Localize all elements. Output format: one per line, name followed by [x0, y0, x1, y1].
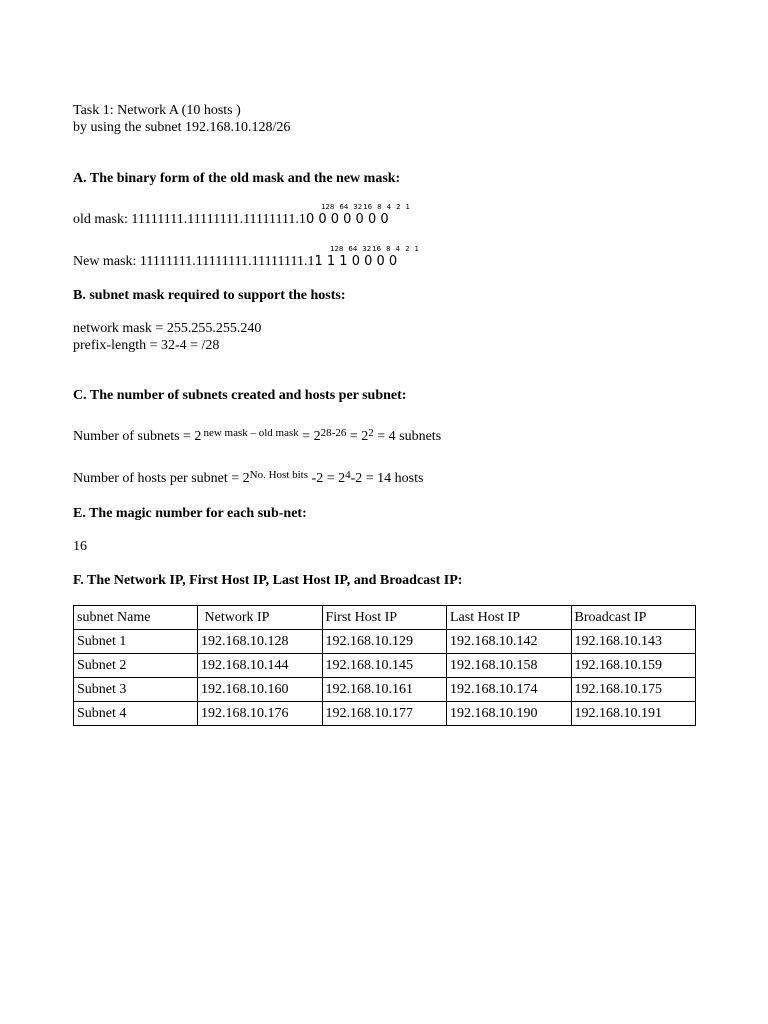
ip-table — [73, 605, 696, 726]
table-cell: 192.168.10.174 — [447, 678, 572, 702]
new-mask-label: New mask: — [73, 254, 137, 269]
subnets-exponent: new mask – old mask — [203, 427, 299, 439]
section-a-heading: A. The binary form of the old mask and the new mask: — [73, 171, 401, 186]
table-cell: 192.168.10.177 — [322, 702, 447, 726]
table-header-cell: First Host IP — [322, 606, 447, 630]
table-cell: 192.168.10.190 — [447, 702, 572, 726]
bit-weight: 32 — [353, 203, 363, 211]
section-e-heading: E. The magic number for each sub-net: — [73, 506, 307, 521]
bit-weight: 64 — [348, 245, 358, 253]
old-mask-line — [73, 212, 389, 228]
table-row — [74, 654, 696, 678]
bit-weight: 128 — [321, 203, 335, 211]
table-cell: 192.168.10.191 — [571, 702, 696, 726]
bit-weight: 2 — [405, 245, 410, 253]
bit-weight: 1 — [405, 203, 411, 211]
magic-number: 16 — [73, 539, 87, 554]
section-f-heading: F. The Network IP, First Host IP, Last Host IP, and Broadcast IP: — [73, 573, 463, 588]
old-mask-bit-weights — [321, 203, 415, 211]
network-mask-text: network mask = 255.255.255.240 — [73, 321, 262, 336]
new-mask-bit-weights — [330, 245, 424, 253]
bit-weight: 8 — [386, 245, 391, 253]
bit-weight: 128 — [330, 245, 344, 253]
table-cell: Subnet 4 — [74, 702, 198, 726]
bit-weight: 64 — [339, 203, 349, 211]
old-mask-label: old mask: — [73, 212, 128, 227]
table-cell: 192.168.10.175 — [571, 678, 696, 702]
hosts-exponent: No. Host bits — [249, 469, 309, 481]
table-row — [74, 678, 696, 702]
bit-weight: 4 — [386, 203, 392, 211]
subnets-exponent: 28-26 — [320, 427, 347, 439]
old-mask-prefix: 11111111.11111111.11111111.1 — [131, 212, 306, 227]
table-header-cell: Network IP — [198, 606, 323, 630]
table-row — [74, 702, 696, 726]
bit-weight: 8 — [377, 203, 382, 211]
subnets-formula — [73, 429, 441, 445]
subnets-eq: = 2 — [346, 429, 369, 444]
bit-weight: 1 — [414, 245, 420, 253]
subnets-exponent: 2 — [368, 427, 374, 439]
table-header-cell: Broadcast IP — [571, 606, 696, 630]
bit-weight: 4 — [395, 245, 401, 253]
prefix-length-text: prefix-length = 32-4 = /28 — [73, 338, 220, 353]
hosts-exponent: 4 — [345, 469, 351, 481]
table-cell: 192.168.10.176 — [198, 702, 323, 726]
bit-weight: 32 — [362, 245, 372, 253]
new-mask-bits: 1 1 1 0 0 0 0 — [314, 254, 398, 269]
table-row — [74, 630, 696, 654]
new-mask-line — [73, 254, 397, 270]
old-mask-bits: 0 0 0 0 0 0 0 — [305, 212, 389, 227]
table-cell: 192.168.10.161 — [322, 678, 447, 702]
table-cell: 192.168.10.158 — [447, 654, 572, 678]
subnets-formula-label: Number of subnets = 2 — [73, 429, 202, 444]
section-c-heading: C. The number of subnets created and hosts per subnet: — [73, 388, 407, 403]
section-b-heading: B. subnet mask required to support the hosts: — [73, 288, 346, 303]
task-title: Task 1: Network A (10 hosts ) — [73, 103, 241, 118]
hosts-formula — [73, 471, 423, 487]
bit-weight: 16 — [372, 245, 382, 253]
table-cell: 192.168.10.159 — [571, 654, 696, 678]
bit-weight: 2 — [396, 203, 401, 211]
table-cell: 192.168.10.145 — [322, 654, 447, 678]
task-subtitle: by using the subnet 192.168.10.128/26 — [73, 120, 291, 135]
table-header-cell: subnet Name — [74, 606, 198, 630]
hosts-formula-label: Number of hosts per subnet = 2 — [73, 471, 250, 486]
table-header-cell: Last Host IP — [447, 606, 572, 630]
table-cell: 192.168.10.160 — [198, 678, 323, 702]
bit-weight: 16 — [363, 203, 373, 211]
subnets-eq: = 2 — [298, 429, 321, 444]
table-cell: 192.168.10.143 — [571, 630, 696, 654]
table-cell: Subnet 3 — [74, 678, 198, 702]
new-mask-prefix: 11111111.11111111.11111111.1 — [139, 254, 315, 269]
hosts-result: -2 = 14 hosts — [350, 471, 424, 486]
table-cell: 192.168.10.129 — [322, 630, 447, 654]
table-cell: 192.168.10.142 — [447, 630, 572, 654]
table-cell: 192.168.10.144 — [198, 654, 323, 678]
table-header-row — [74, 606, 696, 630]
hosts-eq: -2 = 2 — [308, 471, 346, 486]
table-cell: 192.168.10.128 — [198, 630, 323, 654]
table-cell: Subnet 2 — [74, 654, 198, 678]
subnets-result: = 4 subnets — [373, 429, 442, 444]
table-cell: Subnet 1 — [74, 630, 198, 654]
